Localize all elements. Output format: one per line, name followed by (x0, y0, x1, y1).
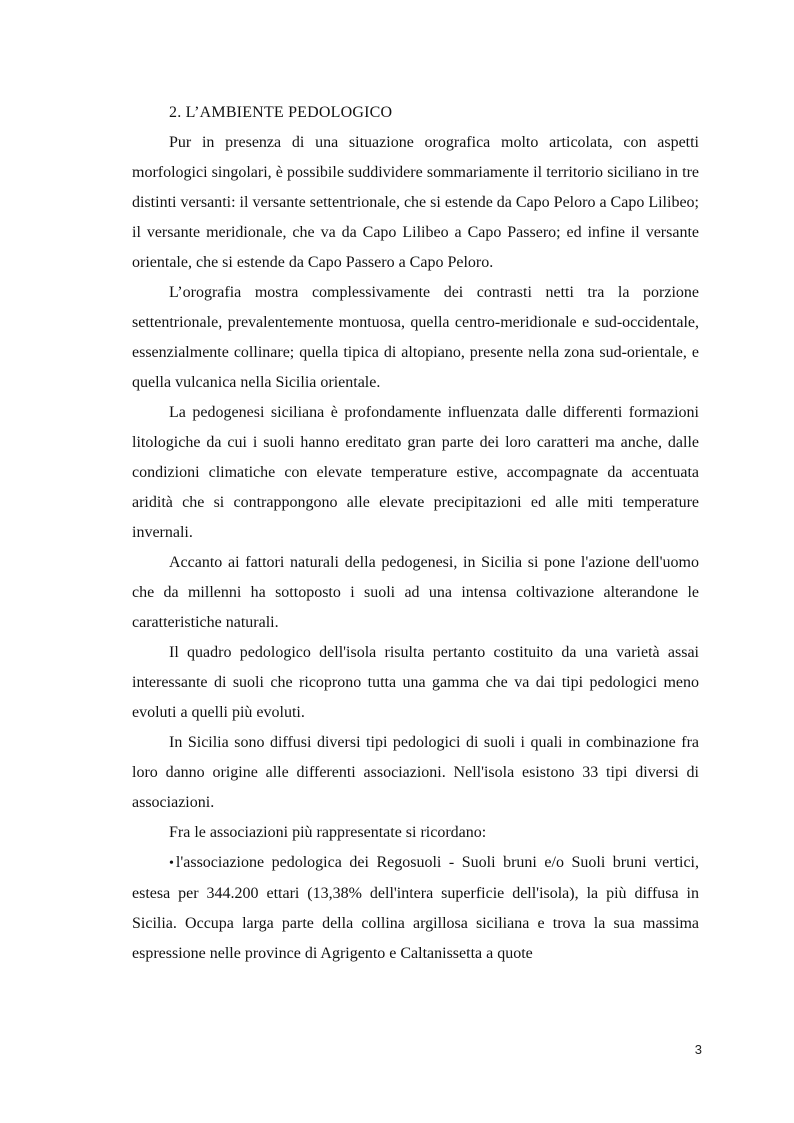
list-item (132, 848, 699, 969)
document-body (132, 98, 699, 969)
list-intro: Fra le associazioni più rappresentate si ricordano: (169, 824, 487, 841)
paragraph-pedogenesis: La pedogenesi siciliana è profondamente influenzata dalle differenti formazioni litologiche da cui i suoli hanno ereditato gran parte dei loro caratteri ma anche, dalle condizioni climatiche con elevate temperature estive, accompagnate da accentuata aridità che si contrappongono alle elevate precipitazioni ed alle miti temperature invernali. (132, 404, 699, 541)
bullet-icon: • (169, 856, 174, 871)
paragraph-soil-associations: In Sicilia sono diffusi diversi tipi pedologici di suoli i quali in combinazione fra loro danno origine alle differenti associazioni. Nell'isola esistono 33 tipi diversi di associazioni. (132, 734, 699, 811)
paragraph-orography-contrasts: L’orografia mostra complessivamente dei contrasti netti tra la porzione settentrionale, prevalentemente montuosa, quella centro-meridionale e sud-occidentale, essenzialmente collinare; quella tipica di altopiano, presente nella zona sud-orientale, e quella vulcanica nella Sicilia orientale. (132, 284, 699, 391)
list-item-text: l'associazione pedologica dei Regosuoli - Suoli bruni e/o Suoli bruni vertici, estesa per 344.200 ettari (13,38% dell'intera superficie dell'isola), la più diffusa in Sicilia. Occupa larga parte della collina argillosa siciliana e trova la sua massima espressione nelle province di Agrigento e Caltanissetta a quote (132, 854, 699, 962)
paragraph-orography-overview: Pur in presenza di una situazione orografica molto articolata, con aspetti morfologici singolari, è possibile suddividere sommariamente il territorio siciliano in tre distinti versanti: il versante settentrionale, che si estende da Capo Peloro a Capo Lilibeo; il versante meridionale, che va da Capo Lilibeo a Capo Passero; ed infine il versante orientale, che si estende da Capo Passero a Capo Peloro. (132, 134, 699, 271)
page-number: 3 (694, 1042, 702, 1057)
section-heading: 2. L’AMBIENTE PEDOLOGICO (169, 104, 393, 121)
paragraph-pedological-framework: Il quadro pedologico dell'isola risulta pertanto costituito da una varietà assai interessante di suoli che ricoprono tutta una gamma che va dai tipi pedologici meno evoluti a quelli più evoluti. (132, 644, 699, 721)
paragraph-human-action: Accanto ai fattori naturali della pedogenesi, in Sicilia si pone l'azione dell'uomo che da millenni ha sottoposto i suoli ad una intensa coltivazione alterandone le caratteristiche naturali. (132, 554, 699, 631)
